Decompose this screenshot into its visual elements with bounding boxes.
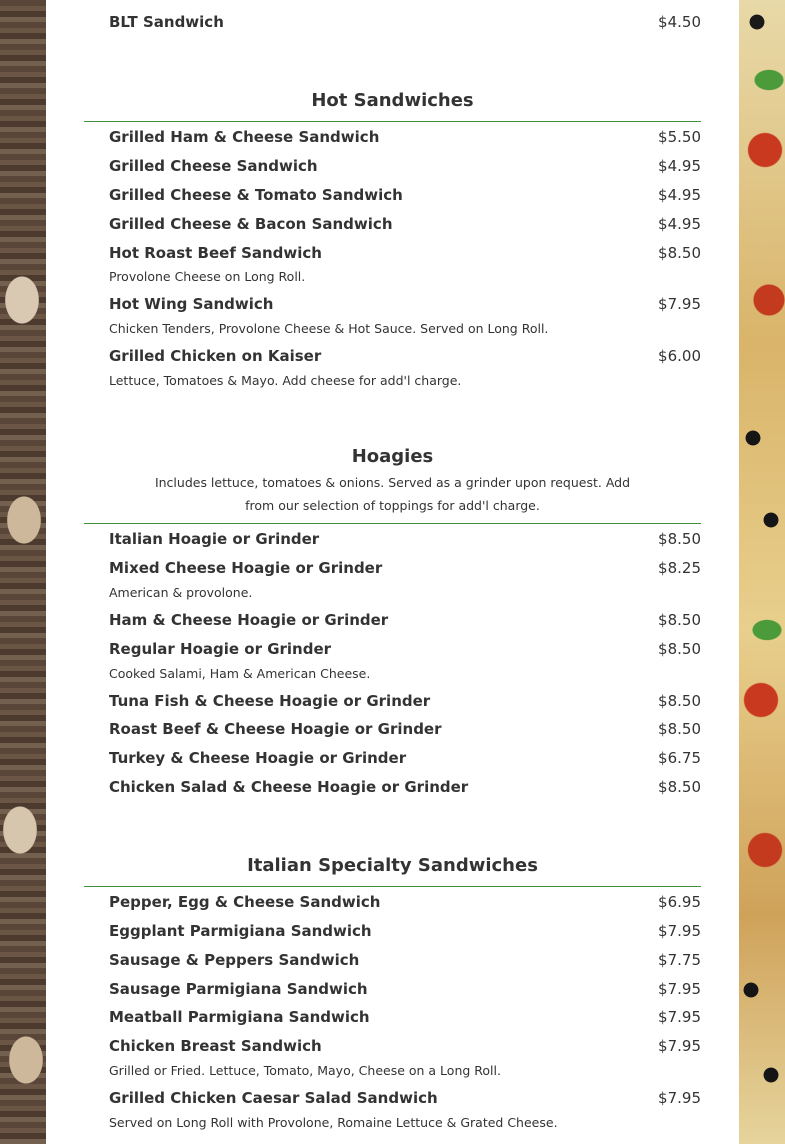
menu-item-name: Italian Hoagie or Grinder: [109, 530, 320, 548]
menu-item-price: $7.95: [658, 1008, 701, 1026]
menu-item-description: American & provolone.: [109, 585, 253, 600]
menu-item-name: Grilled Chicken on Kaiser: [109, 347, 322, 365]
menu-panel: [46, 0, 739, 1144]
menu-item-name: Turkey & Cheese Hoagie or Grinder: [109, 749, 407, 767]
menu-item-description: Lettuce, Tomatoes & Mayo. Add cheese for add'l charge.: [109, 373, 462, 388]
menu-item-name: Chicken Breast Sandwich: [109, 1037, 322, 1055]
menu-item-price: $6.75: [658, 749, 701, 767]
menu-item-price: $8.50: [658, 640, 701, 658]
menu-item-name: Grilled Cheese & Tomato Sandwich: [109, 186, 403, 204]
menu-item-description: Chicken Tenders, Provolone Cheese & Hot Sauce. Served on Long Roll.: [109, 321, 549, 336]
menu-item-price: $4.95: [658, 215, 701, 233]
menu-item-price: $7.95: [658, 1037, 701, 1055]
menu-item-price: $7.95: [658, 922, 701, 940]
menu-item-price: $8.25: [658, 559, 701, 577]
menu-item-price: $8.50: [658, 692, 701, 710]
menu-item-name: BLT Sandwich: [109, 13, 224, 31]
section-title-hot-sandwiches: Hot Sandwiches: [311, 90, 474, 111]
menu-item-price: $4.95: [658, 186, 701, 204]
menu-item-price: $8.50: [658, 778, 701, 796]
menu-item-name: Grilled Cheese & Bacon Sandwich: [109, 215, 393, 233]
menu-item-price: $8.50: [658, 720, 701, 738]
menu-item-name: Sausage & Peppers Sandwich: [109, 951, 360, 969]
pizza-background-right: [739, 0, 785, 1144]
menu-item-name: Regular Hoagie or Grinder: [109, 640, 332, 658]
menu-item-name: Grilled Ham & Cheese Sandwich: [109, 128, 380, 146]
menu-item-price: $7.95: [658, 295, 701, 313]
menu-item-price: $7.95: [658, 980, 701, 998]
section-divider: [84, 121, 701, 122]
menu-item-price: $5.50: [658, 128, 701, 146]
menu-item-price: $6.95: [658, 893, 701, 911]
menu-item-name: Grilled Cheese Sandwich: [109, 157, 318, 175]
section-note: Includes lettuce, tomatoes & onions. Served as a grinder upon request. Add: [154, 475, 631, 490]
menu-item-price: $8.50: [658, 611, 701, 629]
menu-item-price: $7.95: [658, 1089, 701, 1107]
menu-item-price: $4.95: [658, 157, 701, 175]
section-title-italian-specialty: Italian Specialty Sandwiches: [247, 855, 538, 876]
menu-item-name: Grilled Chicken Caesar Salad Sandwich: [109, 1089, 438, 1107]
menu-item-price: $6.00: [658, 347, 701, 365]
section-divider: [84, 886, 701, 887]
menu-item-name: Pepper, Egg & Cheese Sandwich: [109, 893, 381, 911]
menu-item-description: Provolone Cheese on Long Roll.: [109, 269, 306, 284]
menu-item-name: Mixed Cheese Hoagie or Grinder: [109, 559, 383, 577]
menu-item-name: Ham & Cheese Hoagie or Grinder: [109, 611, 389, 629]
menu-item-price: $7.75: [658, 951, 701, 969]
menu-item-name: Sausage Parmigiana Sandwich: [109, 980, 368, 998]
menu-item-price: $8.50: [658, 530, 701, 548]
menu-item-name: Hot Roast Beef Sandwich: [109, 244, 322, 262]
menu-item-price: $8.50: [658, 244, 701, 262]
menu-item-description: Cooked Salami, Ham & American Cheese.: [109, 666, 371, 681]
menu-item-name: Hot Wing Sandwich: [109, 295, 274, 313]
section-divider: [84, 523, 701, 524]
menu-item-name: Meatball Parmigiana Sandwich: [109, 1008, 370, 1026]
menu-item-name: Eggplant Parmigiana Sandwich: [109, 922, 372, 940]
menu-item-description: Grilled or Fried. Lettuce, Tomato, Mayo, Cheese on a Long Roll.: [109, 1063, 501, 1078]
menu-item-name: Chicken Salad & Cheese Hoagie or Grinder: [109, 778, 469, 796]
section-title-hoagies: Hoagies: [351, 446, 434, 467]
section-note: from our selection of toppings for add'l charge.: [245, 498, 540, 513]
menu-item-price: $4.50: [658, 13, 701, 31]
menu-item-description: Served on Long Roll with Provolone, Romaine Lettuce & Grated Cheese.: [109, 1115, 558, 1130]
menu-item-name: Tuna Fish & Cheese Hoagie or Grinder: [109, 692, 431, 710]
menu-item-name: Roast Beef & Cheese Hoagie or Grinder: [109, 720, 442, 738]
wood-background-left: [0, 0, 46, 1144]
